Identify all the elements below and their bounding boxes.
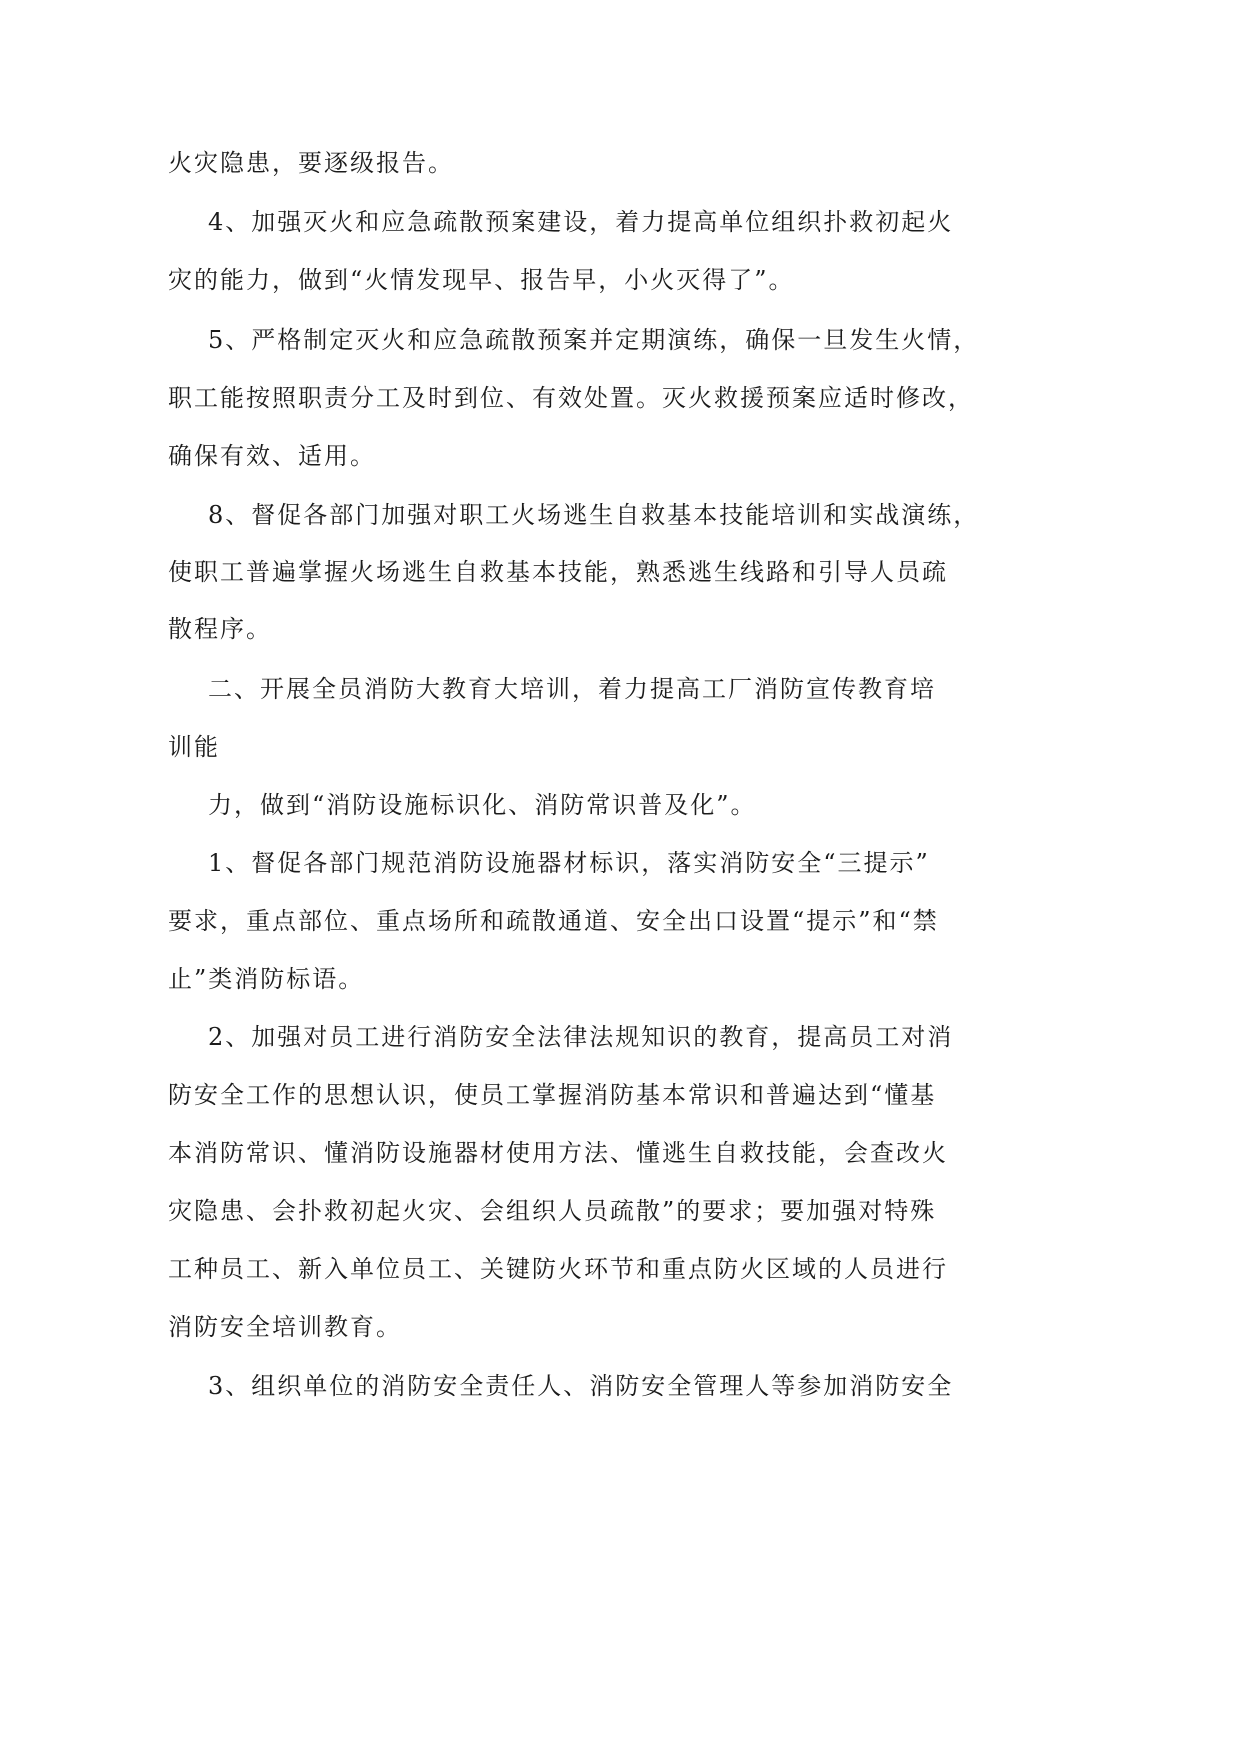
text-line: 5、严格制定灭火和应急疏散预案并定期演练，确保一旦发生火情， xyxy=(208,326,980,354)
text-line: 8、督促各部门加强对职工火场逃生自救基本技能培训和实战演练， xyxy=(208,501,980,529)
text-line: 使职工普遍掌握火场逃生自救基本技能，熟悉逃生线路和引导人员疏 xyxy=(168,558,948,586)
text-line: 力，做到“消防设施标识化、消防常识普及化”。 xyxy=(208,791,757,819)
text-line: 灾的能力，做到“火情发现早、报告早，小火灭得了”。 xyxy=(168,266,795,294)
text-line: 灾隐患、会扑救初起火灾、会组织人员疏散”的要求；要加强对特殊 xyxy=(168,1197,937,1225)
text-line: 工种员工、新入单位员工、关键防火环节和重点防火区域的人员进行 xyxy=(168,1255,948,1283)
text-line: 消防安全培训教育。 xyxy=(168,1313,402,1341)
text-line: 1、督促各部门规范消防设施器材标识，落实消防安全“三提示” xyxy=(208,849,930,877)
text-line: 2、加强对员工进行消防安全法律法规知识的教育，提高员工对消 xyxy=(208,1023,954,1051)
text-line: 本消防常识、懂消防设施器材使用方法、懂逃生自救技能，会查改火 xyxy=(168,1139,948,1167)
text-line: 职工能按照职责分工及时到位、有效处置。灭火救援预案应适时修改， xyxy=(168,384,974,412)
text-line: 训能 xyxy=(168,733,220,761)
text-line: 确保有效、适用。 xyxy=(168,442,376,470)
text-line: 二、开展全员消防大教育大培训，着力提高工厂消防宣传教育培 xyxy=(208,675,936,703)
text-line: 散程序。 xyxy=(168,615,272,643)
text-line: 4、加强灭火和应急疏散预案建设，着力提高单位组织扑救初起火 xyxy=(208,208,954,236)
text-line: 止”类消防标语。 xyxy=(168,965,365,993)
text-line: 火灾隐患，要逐级报告。 xyxy=(168,149,454,177)
text-line: 防安全工作的思想认识，使员工掌握消防基本常识和普遍达到“懂基 xyxy=(168,1081,937,1109)
text-line: 要求，重点部位、重点场所和疏散通道、安全出口设置“提示”和“禁 xyxy=(168,907,939,935)
text-line: 3、组织单位的消防安全责任人、消防安全管理人等参加消防安全 xyxy=(208,1372,954,1400)
